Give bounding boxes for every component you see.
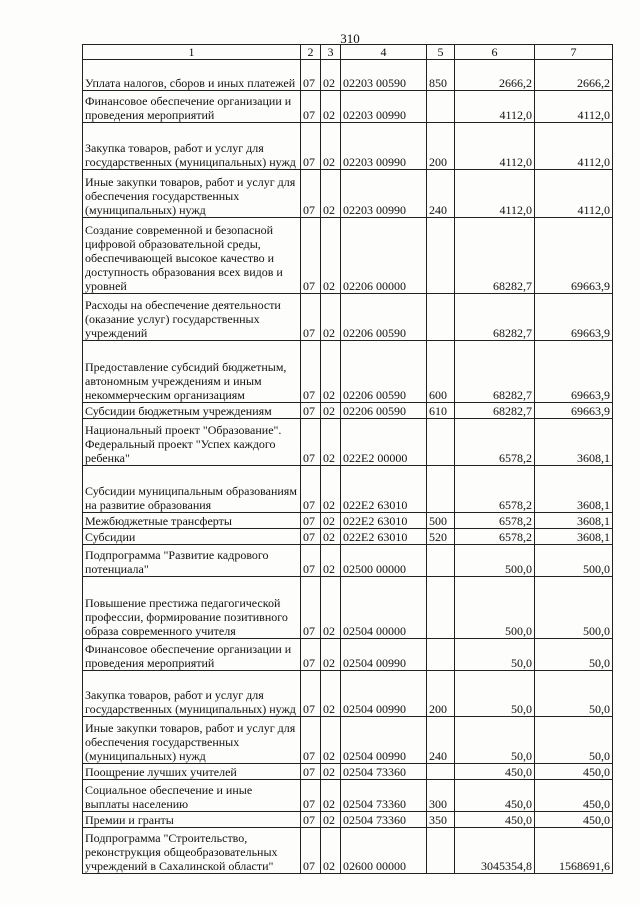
row-subsection: 02 (321, 828, 341, 874)
row-name: Поощрение лучших учителей (83, 764, 301, 780)
row-subsection: 02 (321, 780, 341, 812)
row-amount-7: 3608,1 (535, 529, 613, 545)
row-section: 07 (301, 218, 321, 294)
row-target-code: 02504 00990 (341, 717, 427, 764)
row-section: 07 (301, 294, 321, 341)
row-section: 07 (301, 577, 321, 639)
row-name: Расходы на обеспечение деятельности (оказание услуг) государственных учреждений (83, 294, 301, 341)
row-target-code: 02504 73360 (341, 812, 427, 828)
row-subsection: 02 (321, 341, 341, 403)
table-row (83, 123, 613, 170)
table-row (83, 671, 613, 717)
row-amount-7: 50,0 (535, 717, 613, 764)
row-name: Предоставление субсидий бюджетным, автономным учреждениям и иным некоммерческим организациям (83, 341, 301, 403)
row-name: Национальный проект "Образование". Федеральный проект "Успех каждого ребенка" (83, 419, 301, 466)
row-name: Иные закупки товаров, работ и услуг для обеспечения государственных (муниципальных) нужд (83, 717, 301, 764)
row-amount-7: 500,0 (535, 545, 613, 577)
row-amount-6: 50,0 (455, 717, 535, 764)
row-section: 07 (301, 341, 321, 403)
row-subsection: 02 (321, 170, 341, 218)
row-amount-7: 3608,1 (535, 513, 613, 529)
header-cell: 2 (301, 45, 321, 60)
row-expense-type: 610 (427, 403, 455, 419)
row-amount-7: 3608,1 (535, 466, 613, 513)
row-amount-6: 450,0 (455, 780, 535, 812)
row-amount-7: 69663,9 (535, 341, 613, 403)
row-subsection: 02 (321, 577, 341, 639)
row-target-code: 02504 00990 (341, 671, 427, 717)
row-amount-7: 50,0 (535, 671, 613, 717)
row-subsection: 02 (321, 545, 341, 577)
row-amount-6: 6578,2 (455, 513, 535, 529)
row-amount-6: 68282,7 (455, 403, 535, 419)
row-subsection: 02 (321, 218, 341, 294)
row-target-code: 02600 00000 (341, 828, 427, 874)
table-row (83, 513, 613, 529)
table-row (83, 403, 613, 419)
row-section: 07 (301, 403, 321, 419)
row-target-code: 02500 00000 (341, 545, 427, 577)
row-section: 07 (301, 466, 321, 513)
row-amount-6: 68282,7 (455, 294, 535, 341)
table-row (83, 91, 613, 123)
header-cell: 5 (427, 45, 455, 60)
header-cell: 6 (455, 45, 535, 60)
table-row (83, 529, 613, 545)
row-expense-type: 600 (427, 341, 455, 403)
table-header-row (83, 45, 613, 60)
row-expense-type: 240 (427, 170, 455, 218)
row-expense-type (427, 545, 455, 577)
row-amount-6: 500,0 (455, 545, 535, 577)
row-amount-6: 450,0 (455, 812, 535, 828)
row-expense-type (427, 764, 455, 780)
row-section: 07 (301, 170, 321, 218)
row-amount-6: 4112,0 (455, 170, 535, 218)
row-name: Закупка товаров, работ и услуг для государственных (муниципальных) нужд (83, 671, 301, 717)
row-section: 07 (301, 671, 321, 717)
row-target-code: 02203 00990 (341, 123, 427, 170)
row-target-code: 02206 00000 (341, 218, 427, 294)
row-name: Субсидии (83, 529, 301, 545)
row-target-code: 02203 00590 (341, 60, 427, 91)
table-row (83, 545, 613, 577)
row-subsection: 02 (321, 764, 341, 780)
row-name: Финансовое обеспечение организации и проведения мероприятий (83, 91, 301, 123)
row-expense-type: 240 (427, 717, 455, 764)
row-amount-7: 4112,0 (535, 91, 613, 123)
row-subsection: 02 (321, 403, 341, 419)
row-subsection: 02 (321, 671, 341, 717)
row-section: 07 (301, 123, 321, 170)
table-row (83, 812, 613, 828)
row-name: Финансовое обеспечение организации и проведения мероприятий (83, 639, 301, 671)
row-amount-7: 450,0 (535, 764, 613, 780)
row-target-code: 02203 00990 (341, 91, 427, 123)
row-target-code: 02206 00590 (341, 294, 427, 341)
page-number: 310 (340, 31, 360, 46)
row-expense-type: 200 (427, 123, 455, 170)
row-name: Социальное обеспечение и иные выплаты населению (83, 780, 301, 812)
row-amount-6: 3045354,8 (455, 828, 535, 874)
row-target-code: 02504 73360 (341, 764, 427, 780)
row-expense-type (427, 466, 455, 513)
row-amount-6: 2666,2 (455, 60, 535, 91)
row-amount-7: 450,0 (535, 780, 613, 812)
row-amount-7: 69663,9 (535, 218, 613, 294)
row-expense-type: 350 (427, 812, 455, 828)
row-subsection: 02 (321, 466, 341, 513)
table-row (83, 780, 613, 812)
row-section: 07 (301, 639, 321, 671)
row-amount-6: 68282,7 (455, 341, 535, 403)
row-expense-type: 500 (427, 513, 455, 529)
row-amount-7: 4112,0 (535, 123, 613, 170)
row-target-code: 02206 00590 (341, 403, 427, 419)
row-name: Премии и гранты (83, 812, 301, 828)
header-cell: 3 (321, 45, 341, 60)
row-expense-type (427, 828, 455, 874)
table-row (83, 577, 613, 639)
row-expense-type: 850 (427, 60, 455, 91)
row-subsection: 02 (321, 717, 341, 764)
row-subsection: 02 (321, 529, 341, 545)
header-cell: 4 (341, 45, 427, 60)
row-name: Подпрограмма "Развитие кадрового потенциала" (83, 545, 301, 577)
row-amount-7: 4112,0 (535, 170, 613, 218)
row-amount-7: 450,0 (535, 812, 613, 828)
row-expense-type (427, 419, 455, 466)
row-subsection: 02 (321, 419, 341, 466)
row-target-code: 02504 00000 (341, 577, 427, 639)
row-subsection: 02 (321, 60, 341, 91)
row-expense-type (427, 218, 455, 294)
row-amount-7: 69663,9 (535, 403, 613, 419)
row-section: 07 (301, 419, 321, 466)
row-name: Межбюджетные трансферты (83, 513, 301, 529)
row-amount-6: 450,0 (455, 764, 535, 780)
row-target-code: 022E2 63010 (341, 529, 427, 545)
row-expense-type (427, 91, 455, 123)
row-amount-7: 1568691,6 (535, 828, 613, 874)
row-expense-type (427, 639, 455, 671)
row-section: 07 (301, 717, 321, 764)
row-section: 07 (301, 60, 321, 91)
table-row (83, 828, 613, 874)
table-row (83, 639, 613, 671)
row-subsection: 02 (321, 812, 341, 828)
table-row (83, 764, 613, 780)
row-name: Создание современной и безопасной цифровой образовательной среды, обеспечивающей высокое качество и доступность образования всех видов и уровней (83, 218, 301, 294)
row-section: 07 (301, 513, 321, 529)
row-section: 07 (301, 529, 321, 545)
table-row (83, 341, 613, 403)
table-row (83, 218, 613, 294)
row-amount-6: 500,0 (455, 577, 535, 639)
row-name: Подпрограмма "Строительство, реконструкция общеобразовательных учреждений в Сахалинской области" (83, 828, 301, 874)
table-row (83, 717, 613, 764)
row-amount-7: 50,0 (535, 639, 613, 671)
row-name: Субсидии муниципальным образованиям на развитие образования (83, 466, 301, 513)
row-amount-7: 3608,1 (535, 419, 613, 466)
row-section: 07 (301, 812, 321, 828)
row-amount-6: 68282,7 (455, 218, 535, 294)
row-amount-6: 6578,2 (455, 529, 535, 545)
row-target-code: 02504 00990 (341, 639, 427, 671)
row-expense-type: 520 (427, 529, 455, 545)
table-row (83, 294, 613, 341)
row-amount-7: 500,0 (535, 577, 613, 639)
table-row (83, 60, 613, 91)
row-section: 07 (301, 91, 321, 123)
row-target-code: 022E2 63010 (341, 513, 427, 529)
row-amount-6: 50,0 (455, 671, 535, 717)
header-cell: 7 (535, 45, 613, 60)
row-target-code: 022E2 63010 (341, 466, 427, 513)
row-amount-7: 69663,9 (535, 294, 613, 341)
row-name: Закупка товаров, работ и услуг для государственных (муниципальных) нужд (83, 123, 301, 170)
row-name: Субсидии бюджетным учреждениям (83, 403, 301, 419)
row-subsection: 02 (321, 639, 341, 671)
row-target-code: 02206 00590 (341, 341, 427, 403)
row-amount-6: 6578,2 (455, 419, 535, 466)
row-subsection: 02 (321, 513, 341, 529)
row-amount-7: 2666,2 (535, 60, 613, 91)
row-amount-6: 50,0 (455, 639, 535, 671)
row-section: 07 (301, 828, 321, 874)
row-name: Иные закупки товаров, работ и услуг для обеспечения государственных (муниципальных) нужд (83, 170, 301, 218)
row-name: Уплата налогов, сборов и иных платежей (83, 60, 301, 91)
row-section: 07 (301, 545, 321, 577)
row-subsection: 02 (321, 294, 341, 341)
row-target-code: 022E2 00000 (341, 419, 427, 466)
row-subsection: 02 (321, 123, 341, 170)
row-name: Повышение престижа педагогической профессии, формирование позитивного образа современного учителя (83, 577, 301, 639)
table-row (83, 170, 613, 218)
row-amount-6: 4112,0 (455, 123, 535, 170)
budget-table (82, 44, 613, 874)
table-row (83, 466, 613, 513)
row-target-code: 02504 73360 (341, 780, 427, 812)
row-expense-type (427, 294, 455, 341)
row-section: 07 (301, 780, 321, 812)
row-amount-6: 6578,2 (455, 466, 535, 513)
row-expense-type: 300 (427, 780, 455, 812)
table-row (83, 419, 613, 466)
row-subsection: 02 (321, 91, 341, 123)
row-expense-type (427, 577, 455, 639)
row-section: 07 (301, 764, 321, 780)
row-amount-6: 4112,0 (455, 91, 535, 123)
row-expense-type: 200 (427, 671, 455, 717)
row-target-code: 02203 00990 (341, 170, 427, 218)
header-cell: 1 (83, 45, 301, 60)
